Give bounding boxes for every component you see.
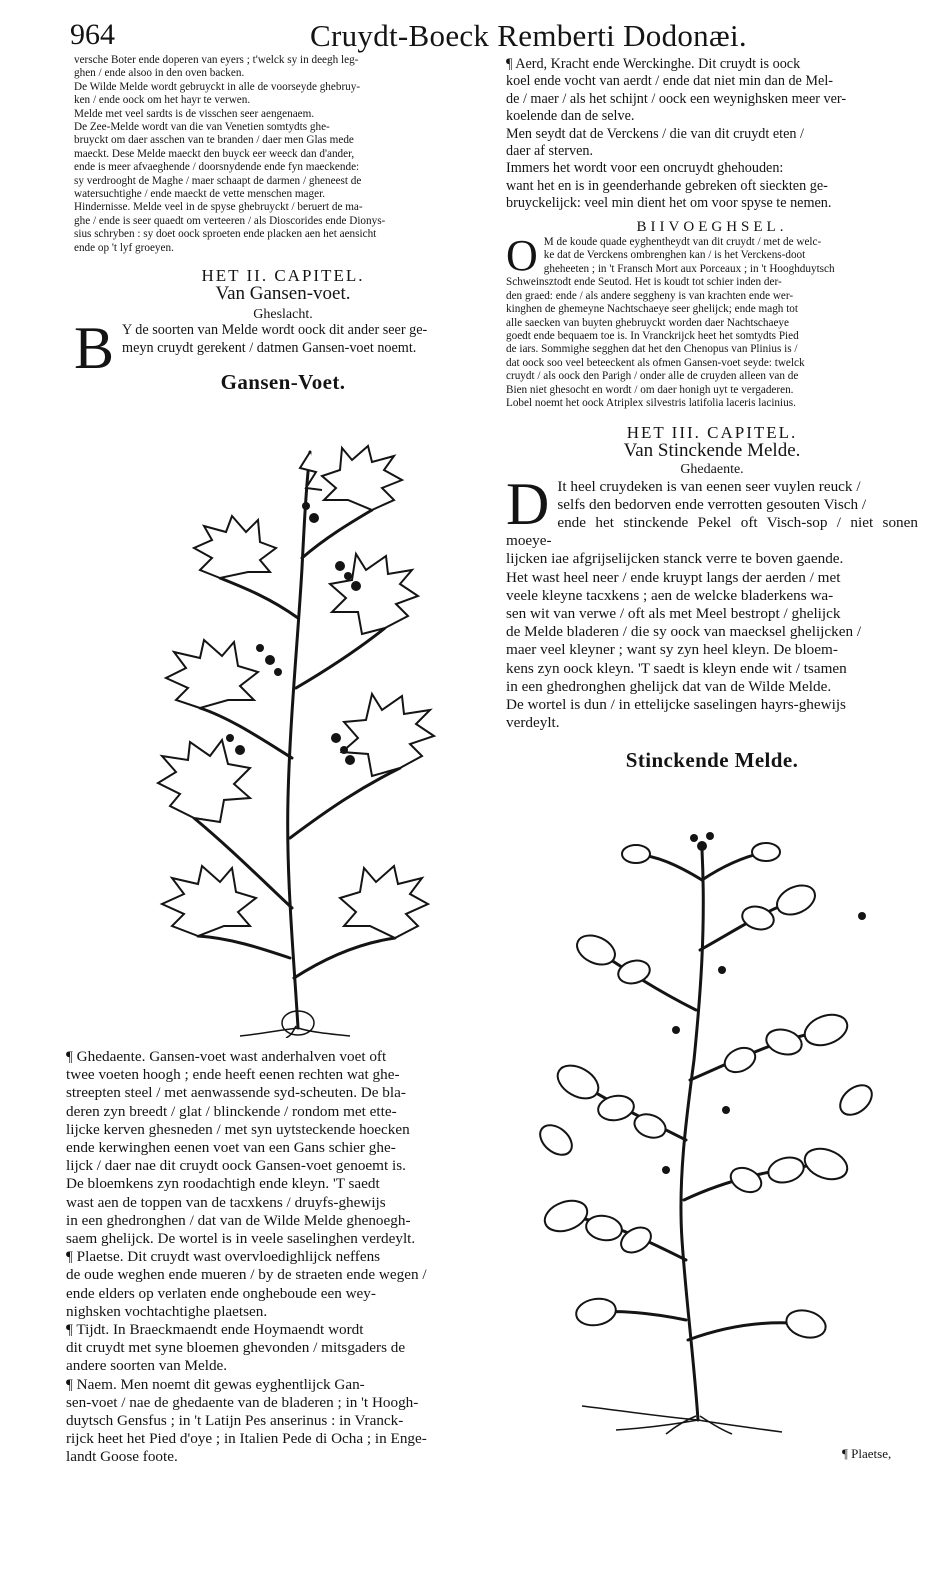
text-line: ende elders op verlaten ende ongheboude een wey-	[66, 1284, 376, 1302]
left-column	[74, 54, 492, 395]
text-line: sen wit van verwe / oft als met Meel bestropt / ghelijck	[506, 604, 841, 622]
text-line: It heel cruydeken is van eenen seer vuylen reuck /	[557, 477, 861, 495]
text-line: ¶ Aerd, Kracht ende Werckinghe. Dit cruydt is oock	[506, 56, 801, 72]
section-heading: Ghedaente.	[680, 462, 744, 478]
right-top-text	[506, 56, 918, 213]
text-line: ghen / ende alsoo in den oven backen.	[74, 67, 245, 80]
text-line: de Melde bladeren / die sy oock van maecksel ghelijcken /	[506, 623, 862, 641]
text-line: lijck / daer nae dit cruydt oock Gansen-voet genoemt is.	[66, 1157, 406, 1175]
text-line: ¶ Ghedaente. Gansen-voet wast anderhalven voet oft	[66, 1048, 387, 1065]
drop-cap: O	[506, 231, 538, 281]
chapter-title: Van Stinckende Melde.	[623, 439, 801, 461]
bijvoeghsel-text	[506, 231, 918, 410]
text-line: in een ghedronghen / dat van de Wilde Melde ghenoegh-	[66, 1211, 411, 1229]
left-bottom-text	[66, 1048, 484, 1467]
text-line: den graed: ende / als andere seggheny is van krachten ende wer-	[506, 289, 794, 302]
text-line: ghe / ende is seer quaedt om verteeren / als Dioscorides ende Dionys-	[74, 214, 386, 227]
text-line: de / maer / als het schijnt / oock een weynighsken meer ver-	[506, 90, 847, 107]
text-line: ¶ Plaetse. Dit cruydt wast overvloedighlijck neffens	[66, 1248, 381, 1266]
text-line: koel ende vocht van aerdt / ende dat niet min dan de Mel-	[506, 73, 833, 90]
text-line: andere soorten van Melde.	[66, 1357, 228, 1375]
text-line: ende kerwinghen eenen voet van een Gans schier ghe-	[66, 1139, 396, 1157]
text-line: sen-voet / nae de ghedaente van de bladeren ; in 't Hoogh-	[66, 1393, 419, 1411]
text-line: nighsken vochtachtighe plaetsen.	[66, 1302, 268, 1320]
catchword: ¶ Plaetse,	[842, 1446, 892, 1461]
text-line: cruydt / als oock den Parigh / onder alle de cruyden alleen van de	[506, 370, 799, 383]
text-line: koelende dan de selve.	[506, 108, 635, 125]
page-header	[70, 18, 900, 58]
text-line: dit cruydt met syne bloemen ghevonden / mitsgaders de	[66, 1339, 406, 1357]
text-line: watersuchtighe / ende maeckt de vette menschen mager.	[74, 188, 325, 201]
text-line: Immers het wordt voor een oncruydt ghehouden:	[506, 160, 784, 177]
text-line: verdeylt.	[506, 714, 560, 732]
text-line: ende het stinckende Pekel oft Visch-sop / niet sonen moeye-	[506, 513, 918, 550]
drop-cap: D	[506, 470, 550, 537]
text-line: ken / ende oock om het hayr te verwen.	[74, 94, 251, 107]
text-line: sius schryben : sy doet oock sproeten ende placken aen het aensicht	[74, 228, 377, 241]
text-line: in een ghedronghen ghelijck dat van de Wilde Melde.	[506, 677, 832, 695]
text-line: duytsch Gensfus ; in 't Latijn Pes anserinus : in Vranck-	[66, 1412, 404, 1430]
text-line: Y de soorten van Melde wordt oock dit ander seer ge-	[122, 322, 428, 339]
text-line: kinghen de ghemeyne Nachtschaeye seer ghelijck; ende magh tot	[506, 303, 799, 316]
text-line: deren zyn breedt / glat / blinckende / rondom met ette-	[66, 1102, 397, 1120]
text-line: gheheeten ; in 't Fransch Mort aux Porceaux ; in 't Hooghduytsch	[543, 262, 835, 275]
text-line: maer veel kleyner ; want sy zyn heel kleyn. De bloem-	[506, 641, 838, 659]
text-line: De wortel is dun / in ettelijcke saselingen hayrs-ghewijs	[506, 696, 846, 713]
text-line: ¶ Naem. Men noemt dit gewas eyghentlijck Gan-	[66, 1375, 365, 1393]
section-heading: Gheslacht.	[253, 306, 313, 322]
text-line: Melde met veel sardts is de visschen seer aengenaem.	[74, 107, 315, 120]
bijvoeghsel-heading: BIIVOEGHSEL.	[636, 218, 788, 235]
text-line: Het wast heel neer / ende kruypt langs der aerden / met	[506, 568, 841, 586]
figure-caption: Stinckende Melde.	[625, 748, 799, 773]
stinckende-melde-illustration	[526, 820, 888, 1436]
chapter-title: Van Gansen-voet.	[215, 282, 351, 304]
text-line: ke dat de Verckens ombrenghen kan / is het Verckens-doot	[543, 249, 806, 262]
text-line: want het en is in geenderhande gebreken oft sieckten ge-	[506, 177, 828, 194]
page-number: 964	[70, 18, 115, 51]
text-line: Men seydt dat de Verckens / die van dit cruydt eten /	[506, 125, 804, 142]
text-line: versche Boter ende doperen van eyers ; t'welck sy in deegh leg-	[74, 54, 359, 66]
text-line: rijck heet het Pied d'oye ; in Italien Pede di Ocha ; in Enge-	[66, 1430, 427, 1448]
text-line: de oude weghen ende mueren / by de straeten ende wegen /	[66, 1266, 427, 1284]
text-line: ende is meer afvaeghende / doorsnydende ende fyn maeckende:	[74, 161, 360, 174]
chapter-heading: HET III. CAPITEL.	[626, 423, 798, 443]
text-line: landt Goose foote.	[66, 1448, 178, 1466]
text-line: lijcke kerven ghesneden / met syn uytsteckende hoecken	[66, 1120, 410, 1138]
chapter-heading: HET II. CAPITEL.	[201, 266, 365, 286]
chapter-intro	[74, 315, 492, 382]
text-line: De Wilde Melde wordt gebruyckt in alle de voorseyde ghebruy-	[74, 80, 361, 93]
text-line: De Zee-Melde wordt van die van Venetien somtydts ghe-	[74, 121, 330, 134]
text-line: Hindernisse. Melde veel in de spyse ghebruyckt / beruert de ma-	[74, 201, 363, 214]
text-line: ende op 't lyf groeyen.	[74, 241, 174, 254]
gansen-voet-illustration	[110, 438, 470, 1038]
text-line: saem ghelijck. De wortel is in veele saselinghen verdeylt.	[66, 1230, 416, 1248]
text-line: ¶ Tijdt. In Braeckmaendt ende Hoymaendt wordt	[66, 1321, 364, 1339]
text-line: veele kleyne tacxkens ; aen de welcke bladerkens wa-	[506, 586, 834, 604]
text-line: wast aen de toppen van de tacxkens / druyfs-ghewijs	[66, 1193, 386, 1211]
text-line: dat oock soo veel beteeckent als ofmen Gansen-voet seyde: twelck	[506, 356, 805, 369]
text-line: de iars. Sommighe segghen dat het den Chenopus van Plinius is /	[506, 343, 798, 356]
text-line: sy verdrooght de Maghe / maer schaapt de darmen / gheneest de	[74, 174, 362, 187]
text-line: streepten steel / met aenwassende syd-scheuten. De bla-	[66, 1084, 406, 1102]
text-line: M de koude quade eyghentheydt van dit cruydt / met de welc-	[543, 236, 822, 249]
text-line: Schweinsztodt ende Seutod. Het is koudt tot schier inden der-	[506, 276, 782, 289]
text-line: lijcken iae afgrijselijcken stanck verre te boven gaende.	[506, 550, 844, 568]
running-head: Cruydt-Boeck Remberti Dodonæi.	[310, 18, 747, 53]
text-line: kens zyn oock kleyn. 'T saedt is kleyn ende wit / tsamen	[506, 659, 847, 677]
text-line: Bien niet ghesocht en wordt / om daer honigh uyt te vergaderen.	[506, 383, 794, 396]
text-line: meyn cruydt gerekent / datmen Gansen-voet noemt.	[122, 339, 417, 356]
text-line: daer af sterven.	[506, 143, 594, 160]
text-line: De bloemkens zyn roodachtigh ende kleyn. 'T saedt	[66, 1175, 380, 1193]
text-line: Lobel noemt het oock Atriplex silvestris latifolia laceris lacinius.	[506, 396, 796, 409]
text-line: goedt ende bequaem toe is. In Vranckrijck heet het somtydts Pied	[506, 329, 799, 342]
text-line: selfs den bedorven ende verrotten gesouten Visch /	[557, 495, 867, 513]
drop-cap: B	[74, 315, 115, 382]
text-line: alle saecken van buyten ghebruyckt worden daer Nachtschaeye	[506, 316, 789, 329]
text-line: maeckt. Dese Melde maeckt den buyck eer weeck dan d'ander,	[74, 147, 355, 160]
figure-caption: Gansen-Voet.	[220, 370, 346, 395]
text-line: bruyckt om daer asschen van te branden / daer men Glas mede	[74, 134, 354, 147]
right-column	[506, 56, 918, 773]
text-line: twee voeten hoogh ; ende heeft eenen rechten wat ghe-	[66, 1066, 400, 1084]
left-top-text	[74, 54, 492, 255]
text-line: bruyckelijck: veel min dient het om voor spyse te nemen.	[506, 195, 832, 212]
